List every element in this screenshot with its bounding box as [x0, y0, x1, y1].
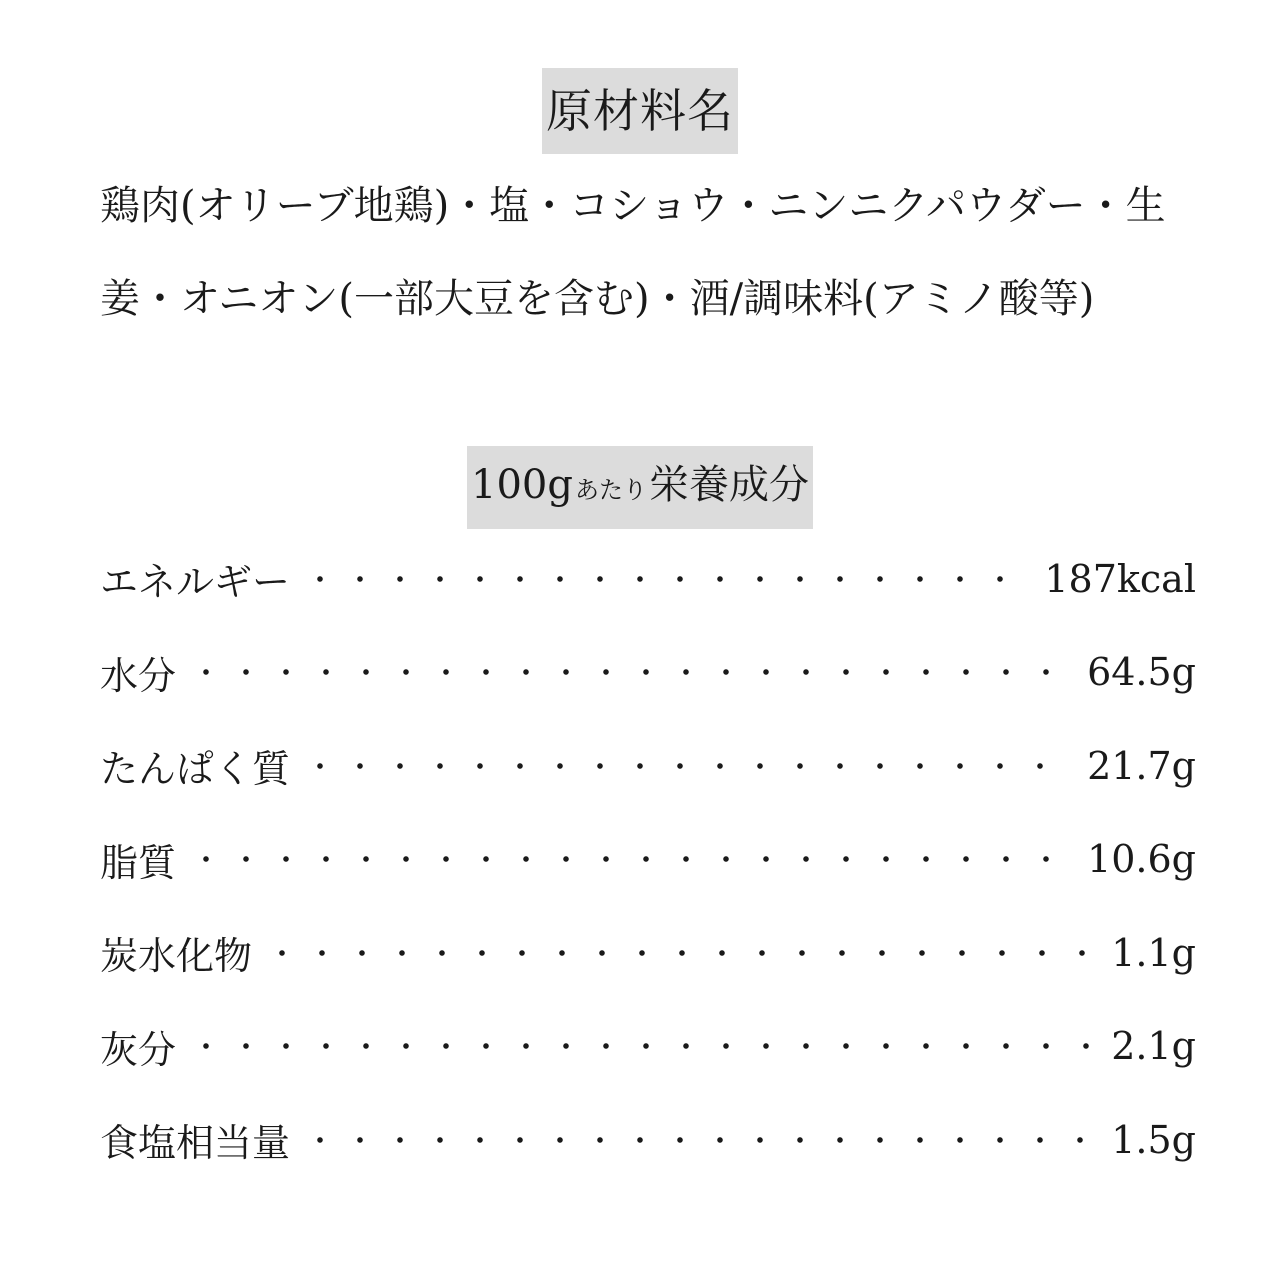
dot-leader: [300, 576, 1030, 582]
nutrition-heading-suffix: 栄養成分: [648, 462, 809, 508]
nutrition-heading-small: あたり: [574, 476, 647, 504]
nutrition-value: 2.1g: [1111, 1024, 1196, 1069]
nutrition-value: 21.7g: [1087, 743, 1196, 788]
nutrition-label: 灰分: [100, 1027, 177, 1072]
nutrition-table: [100, 532, 1196, 1187]
nutrition-heading-prefix: 100g: [471, 462, 573, 508]
nutrition-value: 1.5g: [1111, 1117, 1196, 1162]
nutrition-row-carbohydrate: [100, 906, 1196, 1000]
nutrition-value: 64.5g: [1087, 650, 1196, 695]
nutrition-label: 食塩相当量: [100, 1121, 291, 1166]
nutrition-heading: [467, 446, 813, 529]
nutrition-value: 187kcal: [1044, 556, 1196, 601]
nutrition-row-ash: [100, 1000, 1196, 1094]
dot-leader: [262, 950, 1097, 956]
dot-leader: [186, 1043, 1097, 1049]
dot-leader: [186, 856, 1073, 862]
nutrition-value: 10.6g: [1087, 837, 1196, 882]
nutrition-row-fat: [100, 813, 1196, 907]
dot-leader: [186, 669, 1073, 675]
nutrition-label: 水分: [100, 653, 177, 698]
nutrition-label: 炭水化物: [100, 934, 253, 979]
nutrition-label: たんぱく質: [100, 747, 291, 792]
nutrition-value: 1.1g: [1111, 930, 1196, 975]
nutrition-row-energy: [100, 532, 1196, 626]
ingredients-heading-block: [0, 68, 1280, 154]
nutrition-row-protein: [100, 719, 1196, 813]
nutrition-heading-block: [0, 446, 1280, 529]
nutrition-label: 脂質: [100, 840, 177, 885]
nutrition-row-salt: [100, 1093, 1196, 1187]
dot-leader: [300, 1137, 1097, 1143]
ingredients-text: 鶏肉(オリーブ地鶏)・塩・コショウ・ニンニクパウダー・生姜・オニオン(一部大豆を含む)・酒/調味料(アミノ酸等): [100, 183, 1166, 322]
nutrition-row-water: [100, 626, 1196, 720]
dot-leader: [300, 763, 1073, 769]
nutrition-label: エネルギー: [100, 560, 291, 605]
ingredients-heading: 原材料名: [542, 68, 738, 154]
